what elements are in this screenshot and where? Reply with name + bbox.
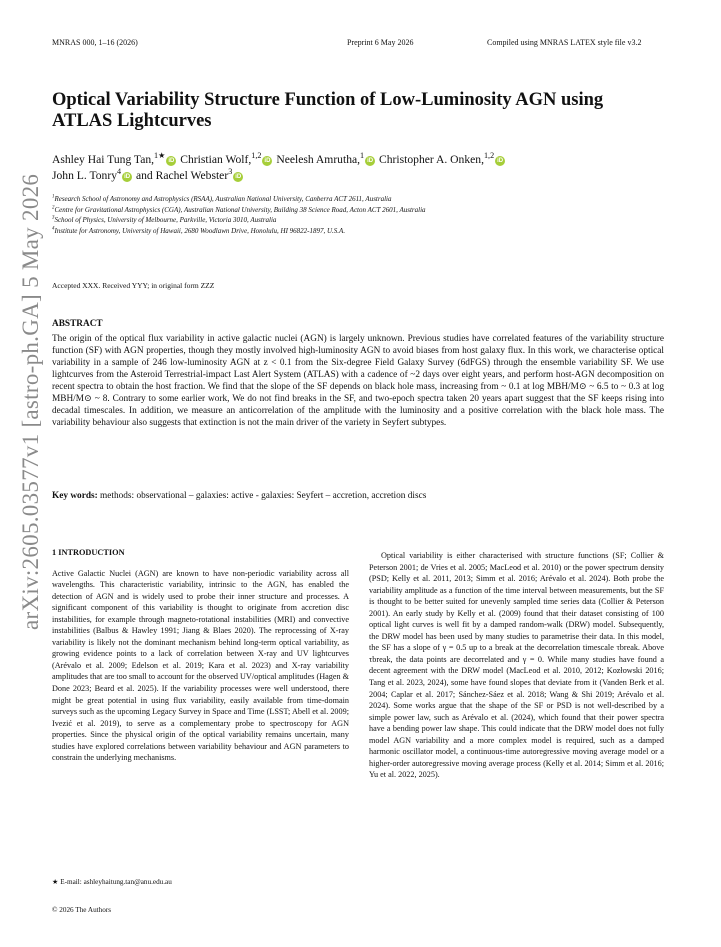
author-name: Christian Wolf, — [180, 153, 252, 166]
compile-note: Compiled using MNRAS LATEX style file v3.2 — [487, 38, 642, 47]
affiliation-number: 2 — [52, 205, 55, 211]
abstract-heading: ABSTRACT — [52, 319, 103, 329]
affiliation-item — [52, 194, 662, 205]
arxiv-identifier[interactable]: arXiv:2605.03577v1 [astro-ph.GA] 5 May 2026 — [18, 173, 43, 630]
affiliation-number: 1 — [52, 194, 55, 200]
affiliation-text: Centre for Gravitational Astrophysics (CGA), Australian National University, Building 38 Science Road, Acton ACT 2601, Australia — [54, 205, 426, 214]
preprint-date: Preprint 6 May 2026 — [347, 38, 414, 47]
author-name: Neelesh Amrutha, — [276, 153, 361, 166]
author-affiliation-mark: 1 — [360, 151, 365, 161]
author-affiliation-mark: 1★ — [154, 151, 166, 161]
intro-paragraph: Active Galactic Nuclei (AGN) are known to have non-periodic variability across all wavelengths. This characteristic variability, intrinsic to the AGN, has enabled the detection of AGN and is widely used to probe their inner structure and processes. A significant component of this variability is thought to originate from accretion disc instabilities, for example through magneto-rotational instabilities (MRI) and convective instabilities (Balbus & Hawley 1991; Jiang & Blaes 2020). The reprocessing of X-ray variability is likely not the dominant mechanism behind long-term optical variability, as growing evidence points to a lack of correlation between X-ray and UV lightcurves (Arévalo et al. 2009; Edelson et al. 2019; Kara et al. 2023) and X-ray variability amplitudes that are too small to account for the observed UV/optical amplitudes (Hagen & Done 2023; Beard et al. 2025). If the variability processes were well understood, there might be great potential in using flux variability, easily available from time-domain surveys such as the upcoming Legacy Survey in Space and Time (LSST; Abell et al. 2009; Ivezić et al. 2019), to serve as a complementary probe to spectroscopy for AGN properties. Since the physical origin of the optical variability remains uncertain, many studies have explored correlations between variability behaviour and AGN parameters to constrain the underlying mechanisms. — [52, 568, 349, 763]
abstract-text: The origin of the optical flux variability in active galactic nuclei (AGN) is largely unknown. Previous studies have correlated features of the variability structure function (SF) with AGN properties, though they mostly involved high-luminosity AGN to avoid biases from host galaxy flux. In this work, we characterise optical variability in a sample of 246 low-luminosity AGN at z < 0.1 from the Six-degree Field Galaxy Survey (6dFGS) through the ensemble variability SF. We use lightcurves from the Asteroid Terrestrial-impact Last Alert System (ATLAS) with a cadence of ~2 days over eight years, and perform host-AGN decomposition on recent spectra to obtain the host fraction. We find that the slope of the SF depends on black hole mass, increasing from ~ 0.1 at log MBH/M⊙ ~ 6.5 to ~ 0.3 at log MBH/M⊙ ~ 8. Contrary to some earlier work, We do not find breaks in the SF, and two-epoch spectra taken 20 years apart suggest that the SF keeps rising into decadal timescales. In addition, we measure an anticorrelation of the amplitude with the luminosity and a positive correlation with the black hole mass. The variability behaviour also suggests that extinction is not the main driver of the variety in Seyfert subtypes. — [52, 334, 664, 429]
keywords-line — [52, 491, 664, 501]
author-name: Christopher A. Onken, — [379, 153, 484, 166]
affiliation-text: School of Physics, University of Melbourne, Parkville, Victoria 3010, Australia — [54, 216, 277, 224]
copyright-line: © 2026 The Authors — [52, 906, 112, 914]
orcid-icon[interactable]: iD — [264, 158, 271, 164]
keywords-text: methods: observational – galaxies: active - galaxies: Seyfert – accretion, accretion discs — [100, 491, 427, 501]
affiliation-number: 3 — [52, 215, 55, 221]
orcid-icon[interactable]: iD — [168, 158, 175, 164]
orcid-icon[interactable]: iD — [367, 158, 374, 164]
author-affiliation-mark: 1,2 — [251, 151, 262, 161]
affiliation-item — [52, 215, 662, 226]
orcid-icon[interactable]: iD — [124, 174, 131, 180]
author-affiliation-mark: 4 — [117, 167, 122, 177]
orcid-icon[interactable]: iD — [235, 174, 242, 180]
intro-left-column — [52, 547, 349, 764]
corresponding-author-footnote: ★ E-mail: ashleyhaitung.tan@anu.edu.au — [52, 878, 172, 886]
affiliation-text: Research School of Astronomy and Astrophysics (RSAA), Australian National University, Canberra ACT 2611, Australia — [54, 195, 392, 203]
section-heading: 1 INTRODUCTION — [52, 548, 125, 557]
affiliation-text: Institute for Astronomy, University of Hawaii, 2680 Woodlawn Drive, Honolulu, HI 96822-1897, U.S.A. — [54, 226, 346, 235]
author-name: John L. Tonry — [52, 169, 117, 182]
affiliation-list — [52, 194, 662, 236]
acceptance-note: Accepted XXX. Received YYY; in original form ZZZ — [52, 281, 215, 290]
affiliation-item — [52, 226, 662, 237]
author-name: and Rachel Webster — [135, 169, 229, 182]
author-list — [52, 152, 662, 184]
intro-paragraph: Optical variability is either characterised with structure functions (SF; Collier & Peterson 2001; de Vries et al. 2005; MacLeod et al. 2010) or the power spectrum density (PSD; Kelly et al. 2011, 2013; Simm et al. 2016; Arévalo et al. 2024). Both probe the variability amplitude as a function of the time interval between measurements, but the SF is thought to be better suited for unevenly sampled time series data (Collier & Peterson 2001). An early study by Kelly et al. (2009) found that their dataset consisting of 100 optical light curves is well fit by a damped random-walk (DRW) model. Subsequently, the DRW model has been used by many studies to parametrise their data. In this model, the SF has a slope of γ = 0.5 up to a break at the decorrelation timescale τbreak. Above τbreak, the data points are decorrelated and γ = 0. While many studies have found a decent agreement with the DRW model (MacLeod et al. 2010, 2012; Kozłowski 2016; Tang et al. 2023, 2024), some have found slopes that deviate from it (Vanden Berk et al. 2004; Caplar et al. 2017; Sánchez-Sáez et al. 2018; Wang & Shi 2019; Arévalo et al. 2024). Some works argue that the shape of the SF or PSD is not well-described by a simple power law, such as Arévalo et al. (2024), which found that their power spectra have a bending power law shape. This could indicate that the DRW model does not fully model AGN variability and a more complex model is required, such as a damped harmonic oscillator model, a continuous-time autoregressive moving average model or a higher-order autoregressive moving average process (Kelly et al. 2014; Simm et al. 2016; Yu et al. 2022, 2025). — [369, 551, 664, 780]
author-affiliation-mark: 1,2 — [484, 151, 495, 161]
paper-title: Optical Variability Structure Function of Low-Luminosity AGN using ATLAS Lightcurves — [52, 90, 604, 131]
author-name: Ashley Hai Tung Tan, — [52, 153, 155, 166]
affiliation-number: 4 — [52, 226, 55, 232]
orcid-icon[interactable]: iD — [497, 158, 504, 164]
keywords-label: Key words: — [52, 491, 98, 501]
affiliation-item — [52, 205, 662, 216]
author-affiliation-mark: 3 — [228, 167, 233, 177]
intro-right-column — [369, 550, 664, 781]
abstract-section — [52, 318, 664, 429]
journal-reference: MNRAS 000, 1–16 (2026) — [52, 38, 138, 47]
